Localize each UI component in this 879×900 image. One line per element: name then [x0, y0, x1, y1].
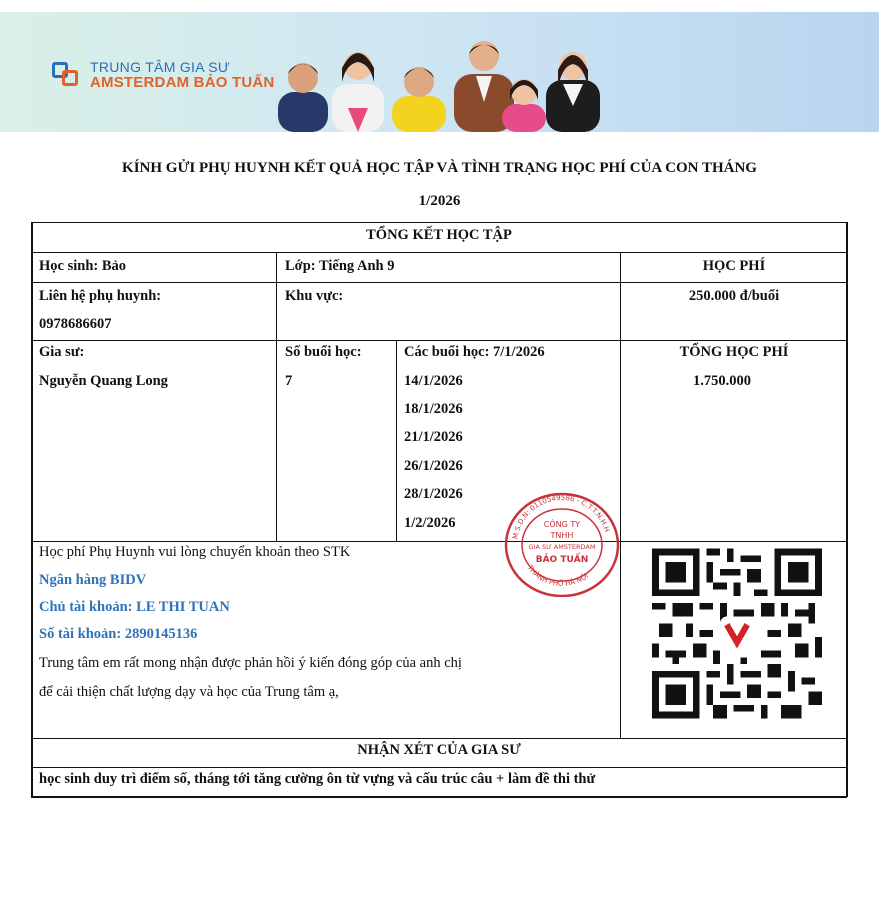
payment-qr-code — [652, 546, 822, 721]
session-date: 28/1/2026 — [404, 486, 463, 502]
session-date: 21/1/2026 — [404, 429, 463, 445]
logo-line-2: AMSTERDAM BẢO TUẤN — [90, 73, 275, 91]
session-dates-label: Các buổi học: 7/1/2026 — [404, 344, 545, 360]
session-date: 26/1/2026 — [404, 458, 463, 474]
review-text: học sinh duy trì điểm số, tháng tới tăng cường ôn từ vựng và cấu trúc câu + làm đề thi thử — [39, 771, 596, 787]
svg-text:CÔNG TY: CÔNG TY — [543, 520, 581, 529]
svg-text:TNHH: TNHH — [550, 531, 574, 540]
session-date: 1/2/2026 — [404, 515, 456, 531]
svg-text:M.S.D.N: 0110549586 - C.T.T.N.: M.S.D.N: 0110549586 - C.T.T.N.H.H — [511, 493, 611, 540]
svg-text:GIA SƯ AMSTERDAM: GIA SƯ AMSTERDAM — [528, 543, 596, 551]
class-name: Lớp: Tiếng Anh 9 — [285, 258, 395, 274]
svg-text:BẢO TUẤN: BẢO TUẤN — [535, 555, 589, 565]
area-label: Khu vực: — [285, 288, 344, 304]
payment-instruction: Học phí Phụ Huynh vui lòng chuyển khoản theo STK — [39, 544, 351, 560]
tutor-name: Nguyễn Quang Long — [39, 373, 168, 389]
logo-icon — [52, 62, 82, 88]
banner-people-illustration — [270, 34, 610, 132]
feedback-note-line-1: Trung tâm em rất mong nhận được phản hồi ý kiến đóng góp của anh chị — [39, 655, 462, 671]
company-seal-stamp — [503, 489, 621, 597]
sessions-count: 7 — [285, 373, 293, 389]
brand-logo — [52, 60, 274, 90]
header-banner — [0, 12, 879, 132]
account-holder: Chủ tài khoản: LE THI TUAN — [39, 599, 230, 615]
session-date: 18/1/2026 — [404, 401, 463, 417]
feedback-note-line-2: để cải thiện chất lượng dạy và học của Trung tâm ạ, — [39, 684, 339, 700]
account-number: Số tài khoản: 2890145136 — [39, 626, 198, 642]
parent-contact-label: Liên hệ phụ huynh: — [39, 288, 162, 304]
report-month: 1/2026 — [418, 193, 461, 209]
student-name: Học sinh: Bảo — [39, 258, 127, 274]
session-date: 14/1/2026 — [404, 373, 463, 389]
tutor-label: Gia sư: — [39, 344, 85, 360]
svg-text:THÀNH PHỐ HÀ NỘI: THÀNH PHỐ HÀ NỘI — [525, 563, 590, 588]
review-header: NHẬN XÉT CỦA GIA SƯ — [357, 742, 521, 758]
fee-per-session: 250.000 đ/buổi — [688, 288, 780, 304]
sessions-label: Số buổi học: — [285, 344, 362, 360]
bank-name: Ngân hàng BIDV — [39, 572, 147, 588]
summary-header: TỔNG KẾT HỌC TẬP — [366, 227, 512, 243]
report-title: KÍNH GỬI PHỤ HUYNH KẾT QUẢ HỌC TẬP VÀ TÌNH TRẠNG HỌC PHÍ CỦA CON THÁNG — [122, 160, 757, 176]
total-fee-value: 1.750.000 — [693, 373, 751, 389]
total-fee-label: TỔNG HỌC PHÍ — [679, 344, 789, 360]
fee-header: HỌC PHÍ — [702, 258, 766, 274]
logo-line-1: TRUNG TÂM GIA SƯ — [90, 59, 231, 75]
parent-phone: 0978686607 — [39, 316, 112, 332]
